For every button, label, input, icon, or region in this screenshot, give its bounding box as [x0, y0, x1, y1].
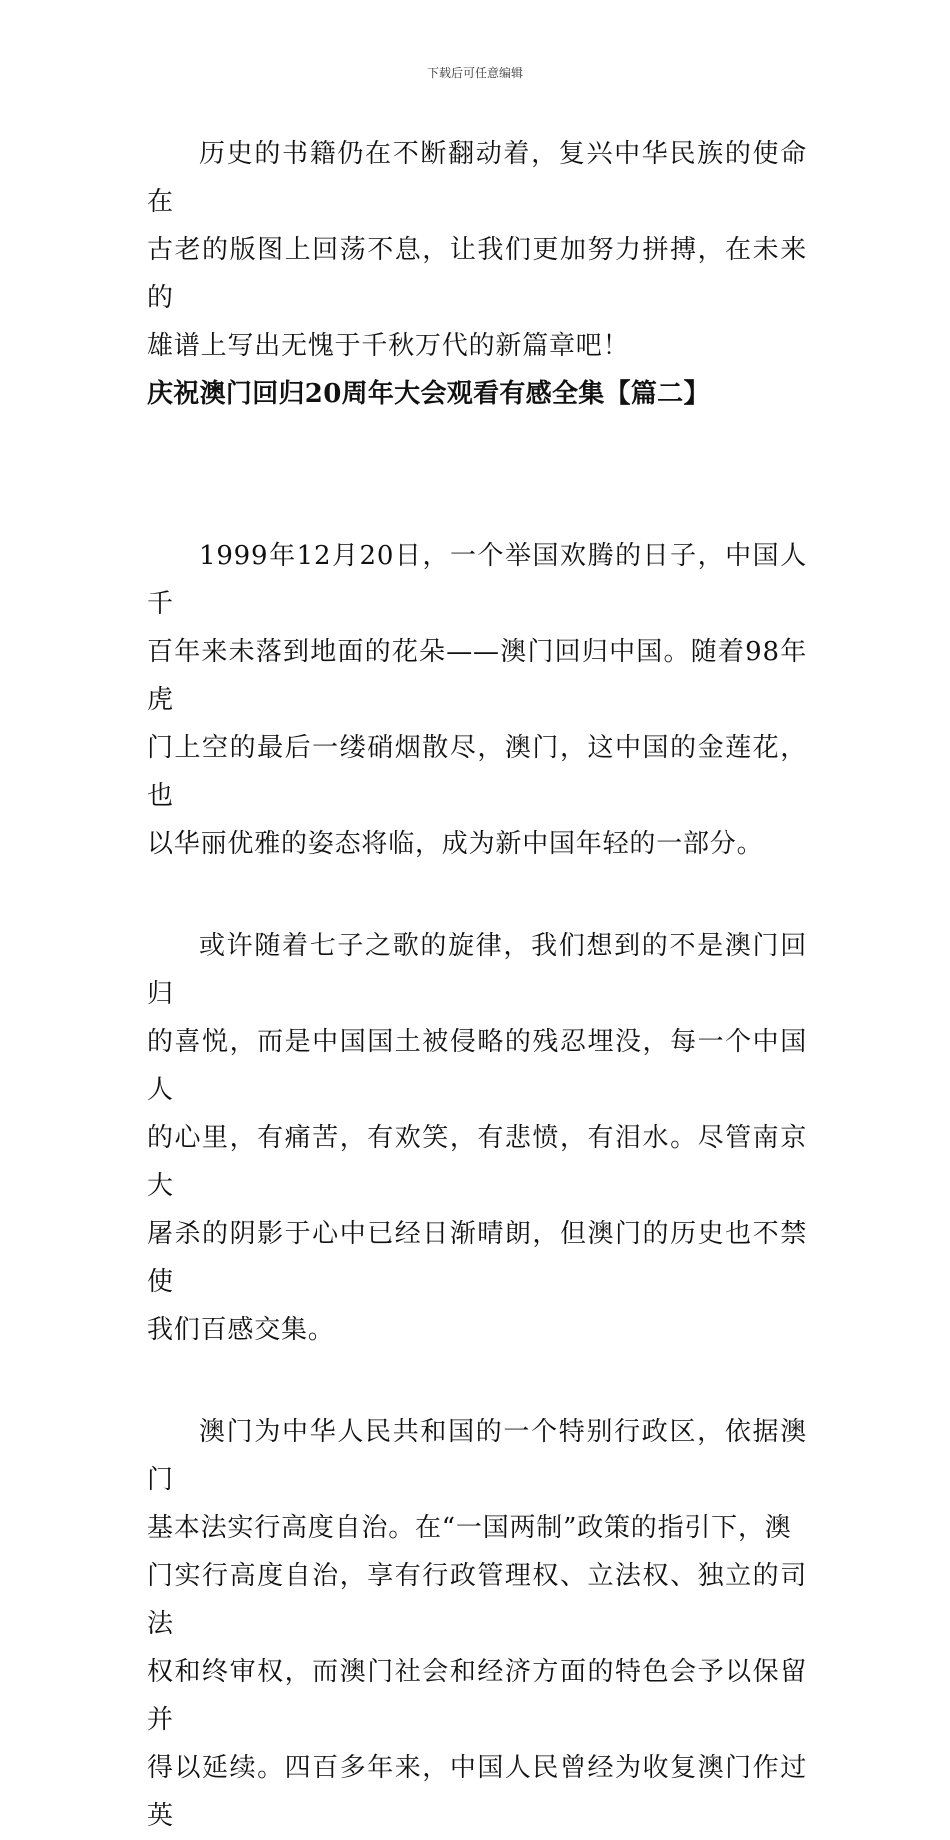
paragraph-3: 或许随着七子之歌的旋律，我们想到的不是澳门回归 的喜悦，而是中国国土被侵略的残忍埋没，每一个中国人 的心里，有痛苦，有欢笑，有悲愤，有泪水。尽管南京大 屠杀的阴影于心中已经日渐晴朗，但澳门的历史也不禁使 我们百感交集。 [147, 931, 807, 1345]
paragraph-1: 历史的书籍仍在不断翻动着，复兴中华民族的使命在 古老的版图上回荡不息，让我们更加努力拼搏，在未来的 雄谱上写出无愧于千秋万代的新篇章吧！ [147, 139, 807, 361]
page-header-note: 下载后可任意编辑 [426, 66, 523, 80]
paragraph-4: 澳门为中华人民共和国的一个特别行政区，依据澳门 基本法实行高度自治。在“一国两制”政策的指引下，澳 门实行高度自治，享有行政管理权、立法权、独立的司法 权和终审权，而澳门社会和经济方面的特色会予以保留并 得以延续。四百多年来，中国人民曾经为收复澳门作过英 [147, 1417, 807, 1831]
section-heading: 庆祝澳门回归20周年大会观看有感全集【篇二】 [147, 379, 710, 409]
document-body [147, 130, 807, 1840]
paragraph-2: 1999年12月20日，一个举国欢腾的日子，中国人千 百年来未落到地面的花朵——澳门回归中国。随着98年虎 门上空的最后一缕硝烟散尽，澳门，这中国的金莲花，也 以华丽优雅的姿态将临，成为新中国年轻的一部分。 [147, 541, 807, 859]
